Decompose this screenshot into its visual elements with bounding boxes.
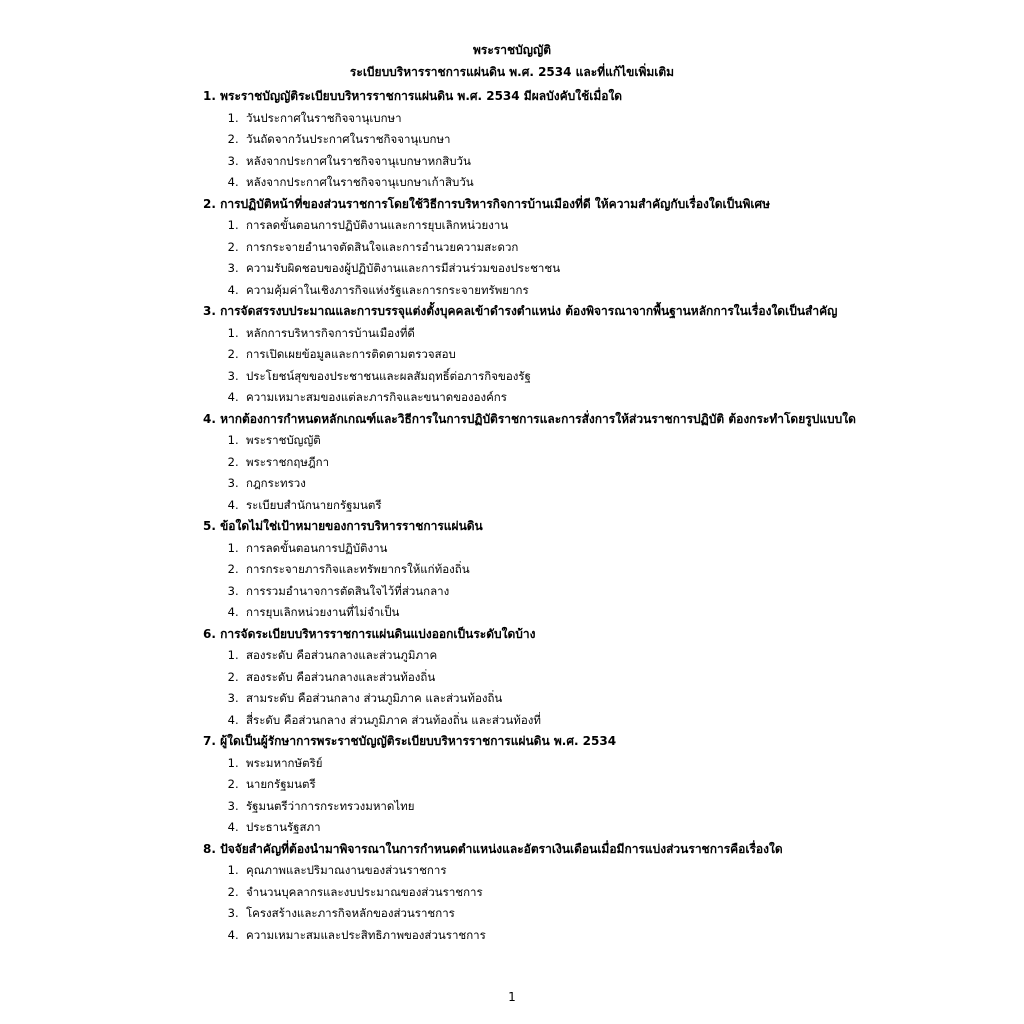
option-period: .: [235, 476, 239, 490]
answer-option: [203, 860, 1003, 882]
question-list: [203, 86, 1003, 946]
option-number: 3: [227, 368, 235, 383]
answer-option: [203, 151, 1003, 173]
option-text: การลดขั้นตอนการปฏิบัติงาน: [246, 540, 388, 555]
option-number: 3: [227, 906, 235, 920]
option-period: .: [235, 562, 239, 576]
option-text: สามระดับ คือส่วนกลาง ส่วนภูมิภาค และส่วนท้องถิ่น: [246, 691, 503, 705]
option-number: 1: [227, 110, 235, 125]
option-period: .: [235, 239, 239, 254]
option-text: ประธานรัฐสภา: [246, 820, 321, 834]
answer-option: [203, 172, 1003, 194]
option-text: ประโยชน์สุขของประชาชนและผลสัมฤทธิ์ต่อภารกิจของรัฐ: [246, 368, 531, 383]
option-period: .: [235, 798, 239, 813]
option-text: นายกรัฐมนตรี: [246, 777, 316, 791]
answer-option: [203, 387, 1003, 409]
answer-option: [203, 774, 1003, 796]
answer-option: [203, 258, 1003, 280]
option-text: รัฐมนตรีว่าการกระทรวงมหาดไทย: [246, 798, 415, 813]
question-item: [203, 194, 1003, 302]
question-text: 7. ผู้ใดเป็นผู้รักษาการพระราชบัญญัติระเบียบบริหารราชการแผ่นดิน พ.ศ. 2534: [203, 734, 617, 748]
option-number: 2: [227, 132, 235, 146]
option-text: ความเหมาะสมของแต่ละภารกิจและขนาดขององค์กร: [246, 390, 507, 404]
answer-option: [203, 129, 1003, 151]
option-period: .: [235, 497, 239, 512]
option-text: จำนวนบุคลากรและงบประมาณของส่วนราชการ: [246, 884, 483, 899]
option-period: .: [235, 777, 239, 791]
answer-option: [203, 323, 1003, 345]
question-item: [203, 839, 1003, 947]
option-text: วันประกาศในราชกิจจานุเบกษา: [246, 110, 402, 125]
option-number: 1: [227, 325, 235, 340]
question-text: 3. การจัดสรรงบประมาณและการบรรจุแต่งตั้งบุคคลเข้าดำรงตำแหน่ง ต้องพิจารณาจากพื้นฐานหลักการในเรื่องใดเป็นสำคัญ: [203, 304, 838, 318]
option-number: 3: [227, 261, 235, 275]
option-text: พระราชบัญญัติ: [246, 433, 321, 447]
option-number: 3: [227, 153, 235, 168]
answer-option: [203, 215, 1003, 237]
option-number: 4: [227, 390, 235, 404]
answer-option: [203, 602, 1003, 624]
option-period: .: [235, 175, 239, 189]
answer-option: [203, 710, 1003, 732]
option-text: สองระดับ คือส่วนกลางและส่วนภูมิภาค: [246, 648, 438, 662]
answer-option: [203, 796, 1003, 818]
answer-option: [203, 753, 1003, 775]
option-period: .: [235, 691, 239, 705]
answer-option: [203, 237, 1003, 259]
option-period: .: [235, 605, 239, 619]
answer-option: [203, 538, 1003, 560]
question-item: [203, 301, 1003, 409]
option-number: 2: [227, 777, 235, 791]
option-period: .: [235, 433, 239, 447]
question-item: [203, 624, 1003, 732]
option-period: .: [235, 261, 239, 275]
option-number: 3: [227, 798, 235, 813]
answer-option: [203, 581, 1003, 603]
option-text: การลดขั้นตอนการปฏิบัติงานและการยุบเลิกหน่วยงาน: [246, 218, 509, 232]
answer-option: [203, 903, 1003, 925]
answer-option: [203, 495, 1003, 517]
option-number: 1: [227, 433, 235, 447]
option-period: .: [235, 218, 239, 232]
answer-option: [203, 430, 1003, 452]
answer-option: [203, 667, 1003, 689]
question-item: [203, 516, 1003, 624]
answer-option: [203, 882, 1003, 904]
option-text: การกระจายอำนาจตัดสินใจและการอำนวยความสะดวก: [246, 239, 519, 254]
option-number: 1: [227, 540, 235, 555]
option-number: 2: [227, 239, 235, 254]
option-period: .: [235, 863, 239, 877]
option-number: 3: [227, 476, 235, 490]
option-text: สองระดับ คือส่วนกลางและส่วนท้องถิ่น: [246, 669, 436, 684]
option-text: ความคุ้มค่าในเชิงภารกิจแห่งรัฐและการกระจายทรัพยากร: [246, 282, 529, 297]
option-text: พระมหากษัตริย์: [246, 755, 323, 770]
option-period: .: [235, 669, 239, 684]
option-text: พระราชกฤษฎีกา: [246, 454, 330, 469]
option-number: 4: [227, 820, 235, 834]
option-text: ระเบียบสำนักนายกรัฐมนตรี: [246, 497, 382, 512]
option-number: 1: [227, 218, 235, 232]
option-text: ความเหมาะสมและประสิทธิภาพของส่วนราชการ: [246, 927, 486, 942]
option-period: .: [235, 712, 239, 727]
question-item: [203, 409, 1003, 517]
option-text: กฎกระทรวง: [246, 476, 306, 490]
option-text: การยุบเลิกหน่วยงานที่ไม่จำเป็น: [246, 605, 400, 619]
option-number: 3: [227, 583, 235, 598]
option-number: 2: [227, 884, 235, 899]
answer-option: [203, 473, 1003, 495]
question-item: [203, 731, 1003, 839]
option-number: 4: [227, 497, 235, 512]
answer-option: [203, 344, 1003, 366]
option-text: การกระจายภารกิจและทรัพยากรให้แก่ท้องถิ่น: [246, 562, 470, 576]
option-number: 1: [227, 648, 235, 662]
option-text: ความรับผิดชอบของผู้ปฏิบัติงานและการมีส่วนร่วมของประชาชน: [246, 261, 561, 275]
option-period: .: [235, 347, 239, 361]
option-number: 4: [227, 712, 235, 727]
option-number: 4: [227, 282, 235, 297]
question-text: 1. พระราชบัญญัติระเบียบบริหารราชการแผ่นดิน พ.ศ. 2534 มีผลบังคับใช้เมื่อใด: [203, 89, 623, 103]
option-number: 4: [227, 605, 235, 619]
option-number: 4: [227, 927, 235, 942]
question-text: 6. การจัดระเบียบบริหารราชการแผ่นดินแบ่งออกเป็นระดับใดบ้าง: [203, 626, 536, 641]
option-text: การรวมอำนาจการตัดสินใจไว้ที่ส่วนกลาง: [246, 583, 450, 598]
option-number: 2: [227, 347, 235, 361]
answer-option: [203, 280, 1003, 302]
option-period: .: [235, 927, 239, 942]
question-text: 2. การปฏิบัติหน้าที่ของส่วนราชการโดยใช้วิธีการบริหารกิจการบ้านเมืองที่ดี ให้ความสำคัญกับเรื่องใดเป็นพิเศษ: [203, 196, 771, 211]
option-period: .: [235, 454, 239, 469]
option-text: หลังจากประกาศในราชกิจจานุเบกษาเก้าสิบวัน: [246, 175, 474, 189]
option-period: .: [235, 110, 239, 125]
option-period: .: [235, 132, 239, 146]
option-period: .: [235, 540, 239, 555]
option-period: .: [235, 583, 239, 598]
option-number: 3: [227, 691, 235, 705]
option-number: 1: [227, 863, 235, 877]
option-period: .: [235, 906, 239, 920]
answer-option: [203, 559, 1003, 581]
option-text: หลังจากประกาศในราชกิจจานุเบกษาหกสิบวัน: [246, 153, 471, 168]
answer-option: [203, 366, 1003, 388]
option-number: 4: [227, 175, 235, 189]
option-text: หลักการบริหารกิจการบ้านเมืองที่ดี: [246, 325, 415, 340]
option-period: .: [235, 648, 239, 662]
question-text: 5. ข้อใดไม่ใช่เป้าหมายของการบริหารราชการแผ่นดิน: [203, 519, 483, 533]
option-period: .: [235, 325, 239, 340]
answer-option: [203, 817, 1003, 839]
answer-option: [203, 108, 1003, 130]
document-title: พระราชบัญญัติ: [473, 43, 551, 57]
option-number: 2: [227, 454, 235, 469]
answer-option: [203, 688, 1003, 710]
option-number: 2: [227, 562, 235, 576]
option-text: การเปิดเผยข้อมูลและการติดตามตรวจสอบ: [246, 347, 456, 361]
option-period: .: [235, 390, 239, 404]
answer-option: [203, 925, 1003, 947]
option-number: 1: [227, 755, 235, 770]
option-period: .: [235, 153, 239, 168]
question-item: [203, 86, 1003, 194]
option-text: สี่ระดับ คือส่วนกลาง ส่วนภูมิภาค ส่วนท้องถิ่น และส่วนท้องที่: [246, 712, 541, 727]
option-text: วันถัดจากวันประกาศในราชกิจจานุเบกษา: [246, 132, 451, 146]
document-subtitle: ระเบียบบริหารราชการแผ่นดิน พ.ศ. 2534 และที่แก้ไขเพิ่มเติม: [349, 65, 675, 79]
answer-option: [203, 645, 1003, 667]
question-text: 4. หากต้องการกำหนดหลักเกณฑ์และวิธีการในการปฏิบัติราชการและการสั่งการให้ส่วนราชการปฏิบัติ ต้องกระทำโดยรูปแบบใด: [203, 411, 856, 426]
option-text: คุณภาพและปริมาณงานของส่วนราชการ: [246, 863, 447, 877]
option-period: .: [235, 884, 239, 899]
option-text: โครงสร้างและภารกิจหลักของส่วนราชการ: [246, 906, 455, 920]
option-number: 2: [227, 669, 235, 684]
page-number: 1: [508, 990, 516, 1004]
answer-option: [203, 452, 1003, 474]
option-period: .: [235, 820, 239, 834]
option-period: .: [235, 755, 239, 770]
option-period: .: [235, 368, 239, 383]
option-period: .: [235, 282, 239, 297]
question-text: 8. ปัจจัยสำคัญที่ต้องนำมาพิจารณาในการกำหนดตำแหน่งและอัตราเงินเดือนเมื่อมีการแบ่งส่วนราชการคือเรื่องใด: [203, 841, 783, 856]
